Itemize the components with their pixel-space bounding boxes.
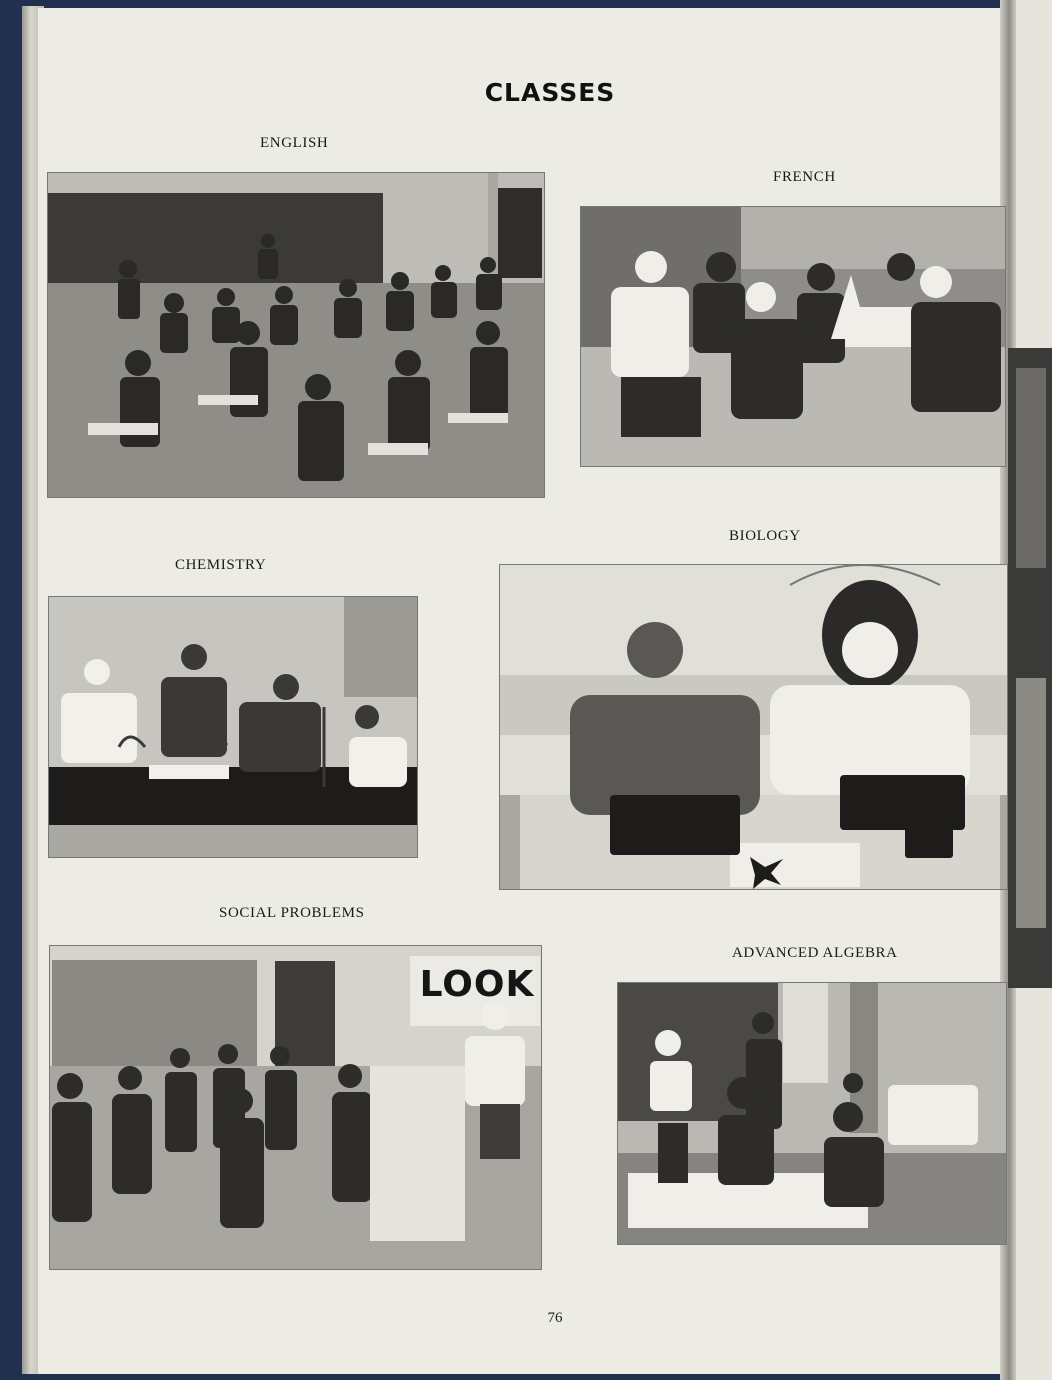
english-class-photo	[47, 172, 545, 498]
chemistry-class-photo	[48, 596, 418, 858]
french-caption: FRENCH	[773, 169, 836, 185]
facing-page-photo	[1008, 348, 1052, 988]
page-title: CLASSES	[484, 78, 616, 107]
biology-caption: BIOLOGY	[729, 528, 801, 544]
social-problems-caption: SOCIAL PROBLEMS	[219, 905, 365, 921]
advanced-algebra-class-photo	[617, 982, 1007, 1245]
biology-class-photo	[499, 564, 1008, 890]
page-number: 76	[547, 1310, 563, 1326]
look-sign: LOOK	[419, 964, 535, 1005]
french-class-photo	[580, 206, 1006, 467]
social-problems-class-photo	[49, 945, 542, 1270]
chemistry-caption: CHEMISTRY	[175, 557, 267, 573]
english-caption: ENGLISH	[260, 135, 329, 151]
advanced-algebra-caption: ADVANCED ALGEBRA	[732, 945, 898, 961]
